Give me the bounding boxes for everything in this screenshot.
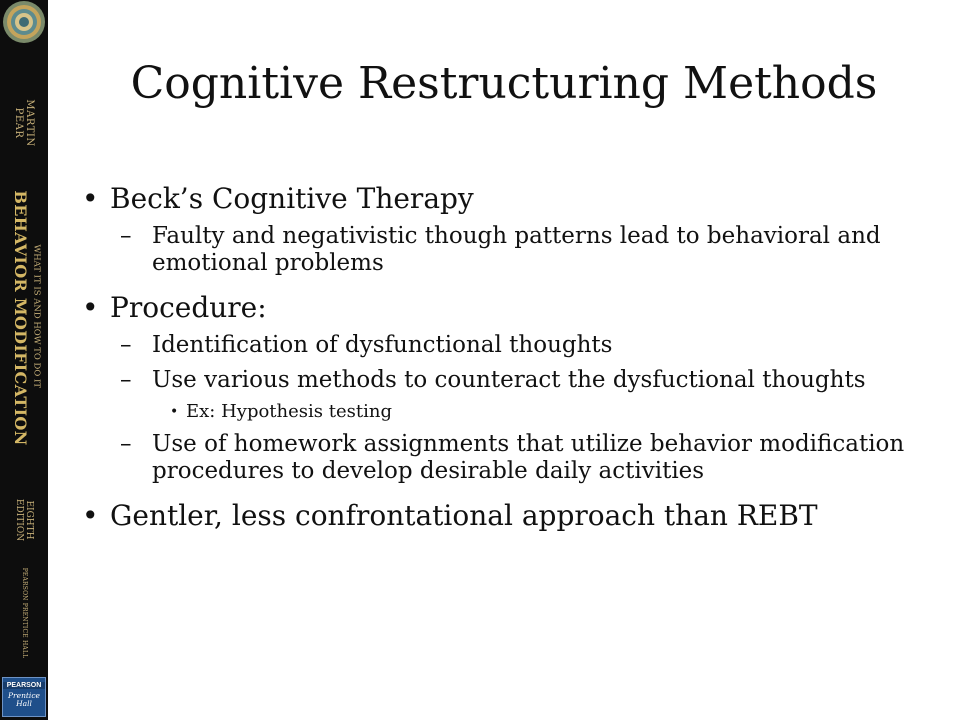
bullet-icon: • [82, 182, 99, 215]
medallion-icon [2, 0, 46, 48]
spine-edition: EIGHTH EDITION [14, 498, 34, 542]
spine-author: MARTIN PEAR [13, 99, 35, 147]
dash-icon: – [120, 367, 132, 393]
bullet-text: Ex: Hypothesis testing [186, 401, 392, 422]
dash-icon: – [120, 332, 132, 358]
bullet-text: Gentler, less confrontational approach than REBT [110, 499, 818, 532]
bullet-level2 [80, 223, 910, 277]
bullet-text: Use various methods to counteract the dysfuctional thoughts [152, 367, 866, 393]
dash-icon: – [120, 431, 132, 457]
bullet-icon: • [82, 499, 99, 532]
slide-content [80, 168, 910, 532]
dash-icon: – [120, 223, 132, 249]
bullet-text: Beck’s Cognitive Therapy [110, 182, 474, 215]
bullet-text: Identification of dysfunctional thoughts [152, 332, 613, 358]
bullet-level2 [80, 367, 910, 394]
bullet-level2 [80, 431, 910, 485]
spine-subtitle: WHAT IT IS AND HOW TO DO IT [31, 244, 42, 389]
bullet-text: Use of homework assignments that utilize behavior modification procedures to develop desirable daily activities [152, 431, 905, 484]
pearson-logo [2, 677, 46, 717]
book-spine [0, 0, 48, 720]
bullet-level1 [80, 182, 910, 215]
bullet-text: Procedure: [110, 291, 267, 324]
bullet-level1 [80, 291, 910, 324]
spine-title: BEHAVIOR MODIFICATION [11, 190, 30, 446]
slide-title: Cognitive Restructuring Methods [130, 58, 878, 109]
bullet-level3 [80, 401, 910, 423]
bullet-icon: • [82, 291, 99, 324]
bullet-text: Faulty and negativistic though patterns lead to behavioral and emotional problems [152, 223, 881, 276]
bullet-level1 [80, 499, 910, 532]
pearson-logo-bottom: Prentice Hall [8, 691, 40, 708]
bullet-level2 [80, 332, 910, 359]
bullet-icon: • [170, 404, 179, 420]
pearson-logo-top: PEARSON [3, 682, 45, 689]
spine-imprint: PEARSON PRENTICE HALL [21, 567, 28, 659]
